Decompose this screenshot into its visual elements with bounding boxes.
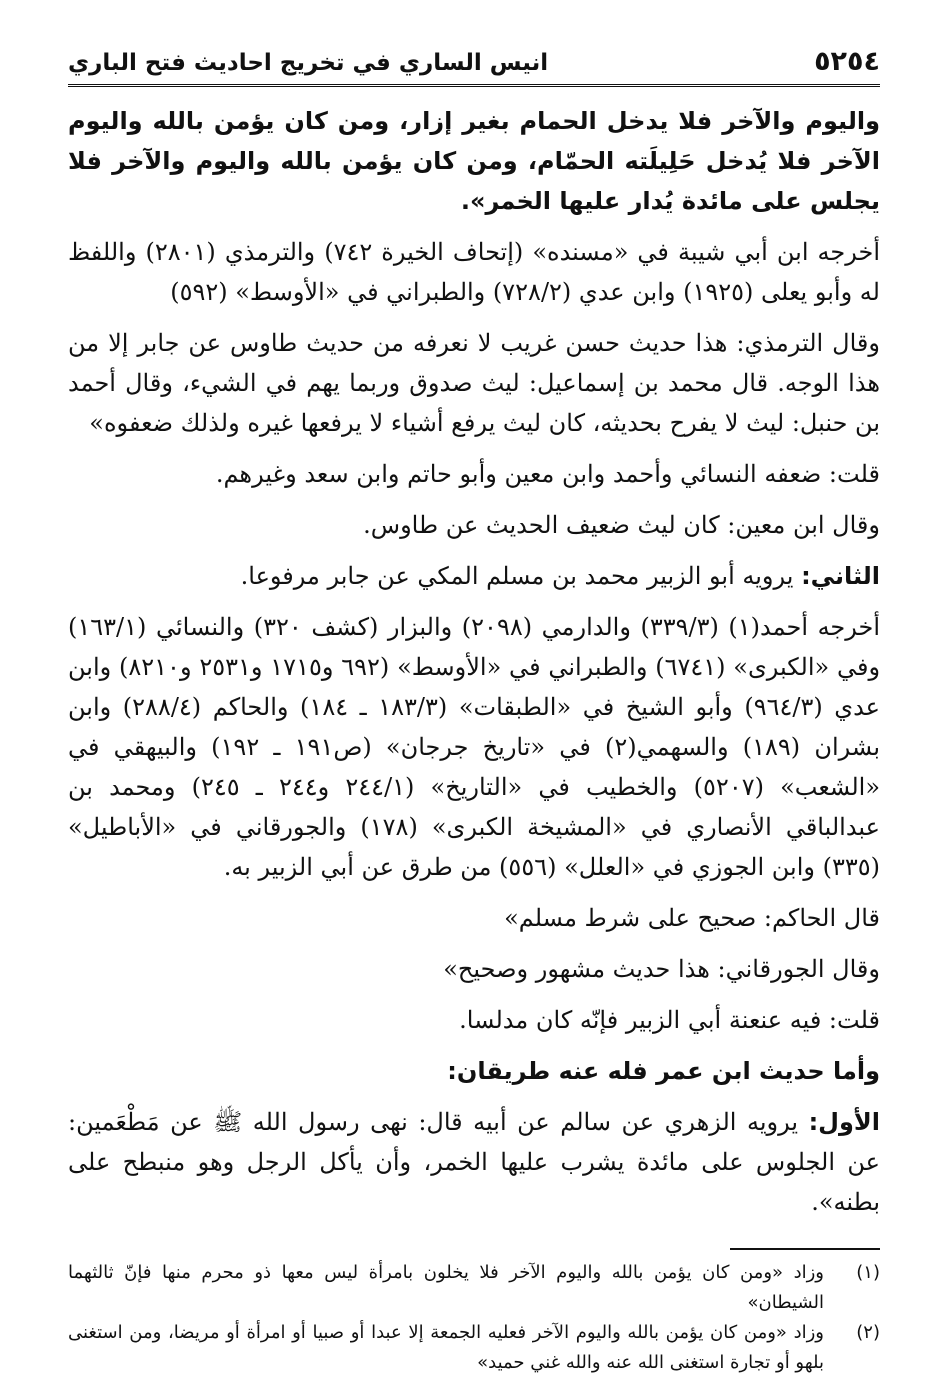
first-route-label: الأول: <box>808 1108 880 1136</box>
footnote <box>68 1258 880 1318</box>
takhrij-paragraph: أخرجه ابن أبي شيبة في «مسنده» (إتحاف الخيرة ٧٤٢) والترمذي (٢٨٠١) واللفظ له وأبو يعلى (١٩٢٥) وابن عدي (٧٢٨/٢) والطبراني في «الأوسط» (٥٩٢) <box>68 238 881 306</box>
takhrij-long-paragraph: أخرجه أحمد(١) (٣٣٩/٣) والدارمي (٢٠٩٨) والبزار (كشف ٣٢٠) والنسائي (١٦٣/١) وفي «الكبرى» (٦٧٤١) والطبراني في «الأوسط» (٦٩٢ و١٧١٥ و٢٥٣١ و٨٢١٠) وابن عدي (٩٦٤/٣) وأبو الشيخ في «الطبقات» (١٨٣/٣ ـ ١٨٤) والحاكم (٢٨٨/٤) وابن بشران (١٨٩) والسهمي(٢) في «تاريخ جرجان» (ص١٩١ ـ ١٩٢) والبيهقي في «الشعب» (٥٢٠٧) والخطيب في «التاريخ» (٢٤٤/١ و٢٤٤ ـ ٢٤٥) ومحمد بن عبدالباقي الأنصاري في «المشيخة الكبرى» (١٧٨) والجورقاني في «الأباطيل» (٣٣٥) وابن الجوزي في «العلل» (٥٥٦) من طرق عن أبي الزبير به. <box>68 613 881 881</box>
second-route-label: الثاني: <box>801 562 880 590</box>
author-note-2: قلت: فيه عنعنة أبي الزبير فإنّه كان مدلسا. <box>459 1006 880 1034</box>
page-number: ٥٢٥٤ <box>814 46 880 77</box>
footnotes <box>68 1258 880 1378</box>
second-route-text: يرويه أبو الزبير محمد بن مسلم المكي عن جابر مرفوعا. <box>240 562 802 590</box>
jawraqani-quote: وقال الجورقاني: هذا حديث مشهور وصحيح» <box>443 955 880 983</box>
main-text <box>68 101 880 1222</box>
footnote-text: وزاد «ومن كان يؤمن بالله واليوم الآخر فلا يخلون بامرأة ليس معها ذو محرم منها فإنّ ثالثهما الشيطان» <box>68 1262 824 1313</box>
section-heading: وأما حديث ابن عمر فله عنه طريقان: <box>447 1057 880 1085</box>
footnote-number: (٢) <box>856 1322 880 1343</box>
footnote-text: وزاد «ومن كان يؤمن بالله واليوم الآخر فعليه الجمعة إلا عبدا أو صبيا أو امرأة أو مريضا، ومن استغنى بلهو أو تجارة استغنى الله عنه والله غني حميد» <box>68 1322 824 1373</box>
document-page <box>68 42 880 1378</box>
first-route-paragraph <box>68 1102 880 1222</box>
footnote <box>68 1318 880 1378</box>
author-note: قلت: ضعفه النسائي وأحمد وابن معين وأبو حاتم وابن سعد وغيرهم. <box>215 460 880 488</box>
hakim-quote: قال الحاكم: صحيح على شرط مسلم» <box>504 904 880 932</box>
hadith-text: واليوم والآخر فلا يدخل الحمام بغير إزار، ومن كان يؤمن بالله واليوم الآخر فلا يُدخل حَلِيلَته الحمّام، ومن كان يؤمن بالله واليوم والآخر فلا يجلس على مائدة يُدار عليها الخمر». <box>68 107 880 215</box>
ibn-maeen-quote: وقال ابن معين: كان ليث ضعيف الحديث عن طاوس. <box>363 511 880 539</box>
footnote-number: (١) <box>856 1262 880 1283</box>
first-route-text: يرويه الزهري عن سالم عن أبيه قال: نهى رسول الله ﷺ عن مَطْعَمين: عن الجلوس على مائدة يشرب عليها الخمر، وأن يأكل الرجل وهو منبطح على بطنه». <box>68 1108 880 1216</box>
second-route-paragraph <box>68 556 880 596</box>
book-title: انيس الساري في تخريج احاديث فتح الباري <box>68 50 549 76</box>
running-header <box>68 42 880 87</box>
tirmidhi-comment: وقال الترمذي: هذا حديث حسن غريب لا نعرفه من حديث طاوس عن جابر إلا من هذا الوجه. قال محمد بن إسماعيل: ليث صدوق وربما يهم في الشيء، وقال أحمد بن حنبل: ليث لا يفرح بحديثه، كان ليث يرفع أشياء لا يرفعها غيره ولذلك ضعفوه» <box>68 329 880 437</box>
footnote-divider <box>730 1248 880 1250</box>
